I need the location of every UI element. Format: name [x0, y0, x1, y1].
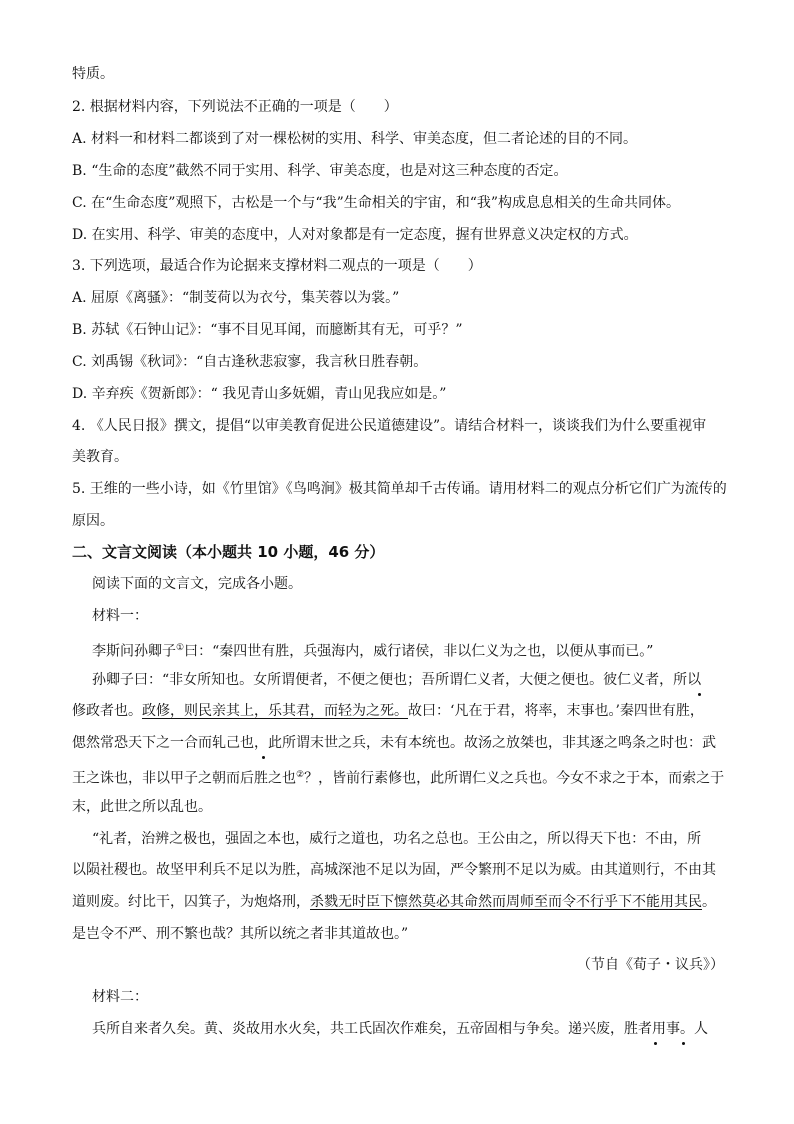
material1-label: 材料一：: [92, 608, 148, 624]
question-5: 5. 王维的一些小诗，如《竹里馆》《鸟鸣涧》极其简单却千古传诵。请用材料二的观点分析它们广为流传的: [72, 481, 727, 497]
option-3b: B. 苏轼《石钟山记》：“事不目见耳闻，而臆断其有无，可乎？”: [72, 322, 463, 338]
emphasis-dot: [262, 756, 265, 759]
material2-label: 材料二：: [92, 989, 148, 1005]
footnote-2: ②: [296, 770, 305, 780]
instruction: 阅读下面的文言文，完成各小题。: [92, 576, 302, 592]
option-2a: A. 材料一和材料二都谈到了对一棵松树的实用、科学、审美态度，但二者论述的目的不同。: [72, 131, 638, 147]
text-line: 特质。: [72, 66, 114, 82]
emphasis-dot: [654, 1042, 657, 1045]
question-5-cont: 原因。: [72, 513, 114, 529]
emphasis-dot: [698, 693, 701, 696]
passage-line: 末，此世之所以乱也。: [72, 799, 212, 815]
section-title: 二、文言文阅读（本小题共 10 小题，46 分）: [72, 543, 385, 561]
passage-line: 李斯问孙卿子①曰：“秦四世有胜，兵强海内，威行诸侯，非以仁义为之也，以便从事而已。”: [92, 643, 654, 660]
source-citation: （节自《荀子・议兵》）: [577, 957, 724, 973]
option-3c: C. 刘禹锡《秋词》：“自古逢秋悲寂寥，我言秋日胜春朝。: [72, 354, 428, 370]
passage-line: 是岂令不严、刑不繁也哉？其所以统之者非其道故也。”: [72, 926, 409, 942]
passage-line: 修政者也。政修，则民亲其上，乐其君，而轻为之死。故曰：‘凡在于君，将率，末事也。’秦四世有胜，: [72, 703, 704, 719]
passage-line: 道则废。纣比干，囚箕子，为炮烙刑，杀戮无时臣下懔然莫必其命然而周师至而令不行乎下不能用其民。: [72, 894, 716, 910]
option-2d: D. 在实用、科学、审美的态度中，人对对象都是有一定态度，握有世界意义决定权的方式。: [72, 227, 638, 243]
passage-line: 孙卿子曰：“非女所知也。女所谓便者，不便之便也；吾所谓仁义者，大便之便也。彼仁义者，所以: [92, 672, 702, 688]
question-4-cont: 美教育。: [72, 449, 128, 465]
option-3a: A. 屈原《离骚》：“制芰荷以为衣兮，集芙蓉以为裳。”: [72, 290, 400, 306]
question-3: 3. 下列选项，最适合作为论据来支撑材料二观点的一项是（ ）: [72, 258, 482, 274]
passage-line: 偲然常恐天下之一合而轧己也，此所谓末世之兵，未有本统也。故汤之放桀也，非其逐之鸣条之时也：武: [72, 735, 716, 751]
question-2: 2. 根据材料内容，下列说法不正确的一项是（ ）: [72, 99, 398, 115]
footnote-1: ①: [176, 643, 185, 653]
underlined-sentence: 政修，则民亲其上，乐其君，而轻为之死。: [142, 703, 408, 719]
option-3d: D. 辛弃疾《贺新郎》：“ 我见青山多妩媚，青山见我应如是。”: [72, 386, 447, 402]
emphasis-dot: [682, 1042, 685, 1045]
option-2b: B. “生命的态度”截然不同于实用、科学、审美态度，也是对这三种态度的否定。: [72, 163, 568, 179]
passage-line: 以陨社稷也。故坚甲利兵不足以为胜，高城深池不足以为固，严令繁刑不足以为威。由其道则行，不由其: [72, 862, 716, 878]
passage-line: 王之诛也，非以甲子之朝而后胜之也②？，皆前行素修也，此所谓仁义之兵也。今女不求之于本，而索之于: [72, 770, 725, 787]
passage-line: 兵所自来者久矣。黄、炎故用水火矣，共工氏固次作难矣，五帝固相与争矣。递兴废，胜者用事。人: [92, 1021, 708, 1037]
option-2c: C. 在“生命态度”观照下，古松是一个与“我”生命相关的宇宙，和“我”构成息息相关的生命共同体。: [72, 195, 681, 211]
underlined-sentence: 杀戮无时臣下懔然莫必其命然而周师至而令不行乎下不能用其民: [310, 894, 702, 910]
question-4: 4. 《人民日报》撰文，提倡“以审美教育促进公民道德建设”。请结合材料一，谈谈我们为什么要重视审: [72, 418, 707, 434]
passage-line: “礼者，治辨之极也，强固之本也，威行之道也，功名之总也。王公由之，所以得天下也：不由，所: [92, 831, 702, 847]
